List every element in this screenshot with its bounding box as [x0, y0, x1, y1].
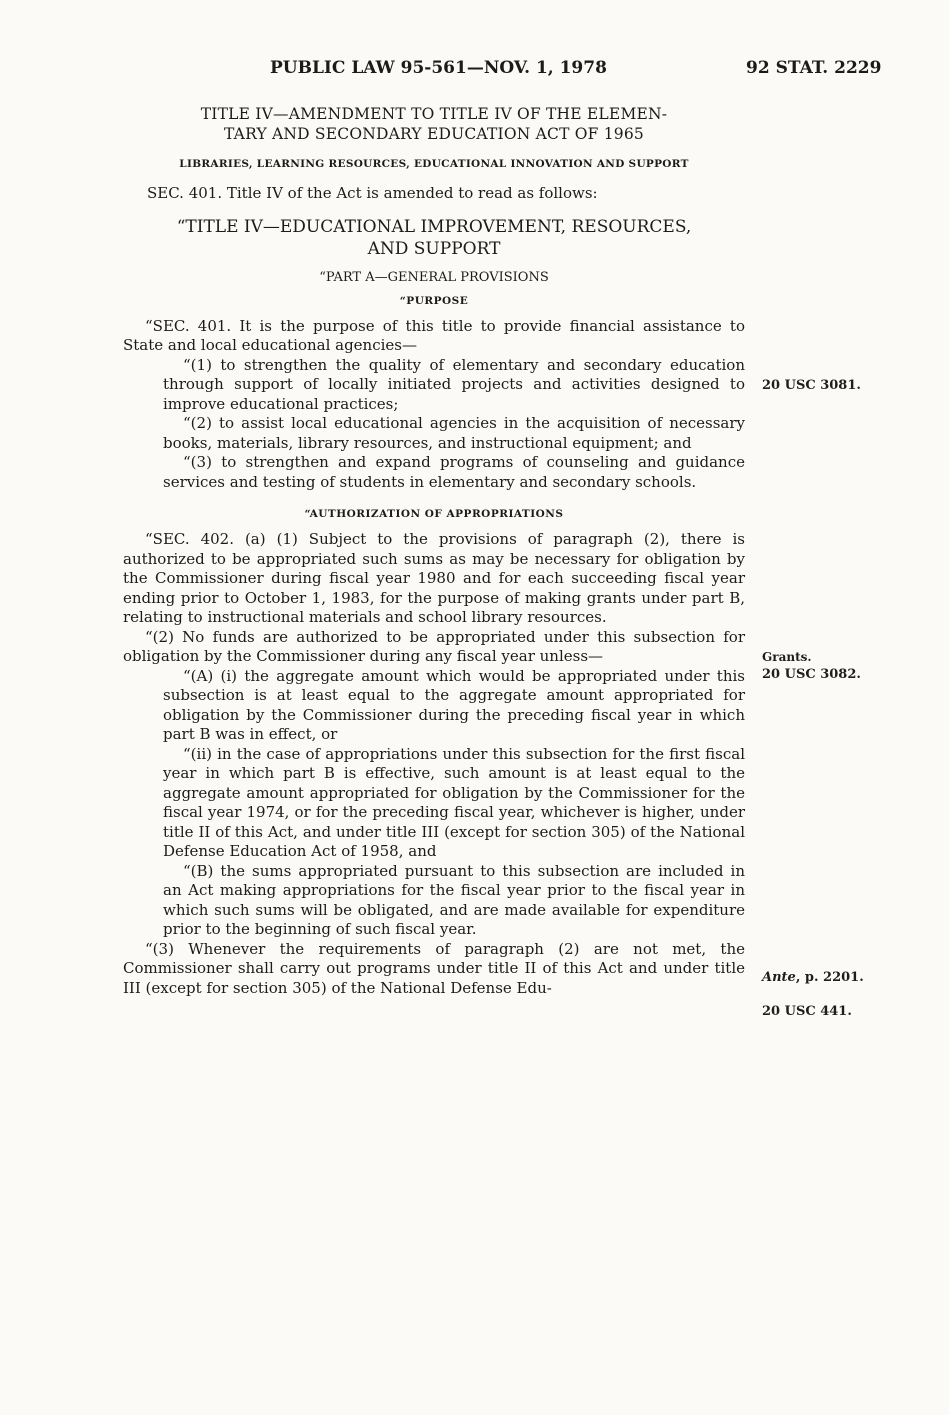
margin-note-ante-italic: Ante — [762, 970, 796, 985]
running-header-right: 92 STAT. 2229 — [746, 58, 882, 78]
section-401-intro: SEC. 401. Title IV of the Act is amended to read as follows: — [147, 184, 598, 202]
title-heading — [123, 104, 745, 144]
purpose-paragraph: “SEC. 401. It is the purpose of this title to provide financial assistance to State and local educational agencies— — [123, 316, 745, 354]
section-402-A-i: “(A) (i) the aggregate amount which would be appropriated under this subsection is at least equal to the aggregate amount appropriated for obligation by the Commissioner during the preceding fiscal year in which part B was in effect, or — [163, 666, 745, 743]
new-title-line-1: “TITLE IV—EDUCATIONAL IMPROVEMENT, RESOURCES, — [176, 216, 692, 237]
margin-note-grants: Grants. — [762, 650, 812, 664]
purpose-heading: “PURPOSE — [399, 294, 469, 307]
title-line-1: TITLE IV—AMENDMENT TO TITLE IV OF THE ELEMEN- — [200, 105, 668, 123]
new-title-heading — [123, 216, 745, 260]
section-402-A-ii: “(ii) in the case of appropriations under this subsection for the first fiscal year in which part B is effective, such amount is at least equal to the aggregate amount appropriated for obligation by the Commissioner for the fiscal year 1974, or for the preceding fiscal year, whichever is higher, under title II of this Act, and under title III (except for section 305) of the National Defense Education Act of 1958, and — [163, 744, 745, 860]
margin-note-ante-page: , p. 2201. — [795, 970, 864, 985]
new-title-line-2: AND SUPPORT — [367, 238, 501, 259]
margin-note-usc-3082: 20 USC 3082. — [762, 667, 861, 682]
authorization-heading: “AUTHORIZATION OF APPROPRIATIONS — [304, 508, 564, 520]
purpose-clause-2: “(2) to assist local educational agencies in the acquisition of necessary books, materials, library resources, and instructional equipment; and — [163, 414, 745, 452]
main-text-column — [123, 104, 745, 998]
purpose-clause-1: “(1) to strengthen the quality of elementary and secondary education through support of locally initiated projects and activities designed to improve educational practices; — [163, 355, 745, 413]
purpose-clause-3: “(3) to strengthen and expand programs of counseling and guidance services and testing of students in elementary and secondary schools. — [163, 453, 745, 491]
margin-note-usc-3081: 20 USC 3081. — [762, 378, 861, 393]
subtitle: LIBRARIES, LEARNING RESOURCES, EDUCATIONAL INNOVATION AND SUPPORT — [179, 158, 689, 170]
title-line-2: TARY AND SECONDARY EDUCATION ACT OF 1965 — [223, 125, 644, 143]
part-a-label: “PART A—GENERAL PROVISIONS — [319, 269, 549, 285]
section-402-B: “(B) the sums appropriated pursuant to this subsection are included in an Act making appropriations for the fiscal year prior to the fiscal year in which such sums will be obligated, and are made available for expenditure prior to the beginning of such fiscal year. — [163, 861, 745, 938]
margin-note-ante — [762, 970, 864, 985]
section-402-a2: “(2) No funds are authorized to be appropriated under this subsection for obligation by the Commissioner during any fiscal year unless— — [123, 627, 745, 665]
section-402-a3: “(3) Whenever the requirements of paragraph (2) are not met, the Commissioner shall carry out programs under title II of this Act and under title III (except for section 305) of the National Defense Edu- — [123, 939, 745, 997]
running-header-left: PUBLIC LAW 95-561—NOV. 1, 1978 — [270, 58, 607, 78]
part-a-heading — [123, 270, 745, 285]
margin-note-usc-441: 20 USC 441. — [762, 1004, 852, 1019]
section-402-a1: “SEC. 402. (a) (1) Subject to the provisions of paragraph (2), there is authorized to be appropriated such sums as may be necessary for obligation by the Commissioner during fiscal year 1980 and for each succeeding fiscal year ending prior to October 1, 1983, for the purpose of making grants under part B, relating to instructional materials and school library resources. — [123, 530, 745, 626]
